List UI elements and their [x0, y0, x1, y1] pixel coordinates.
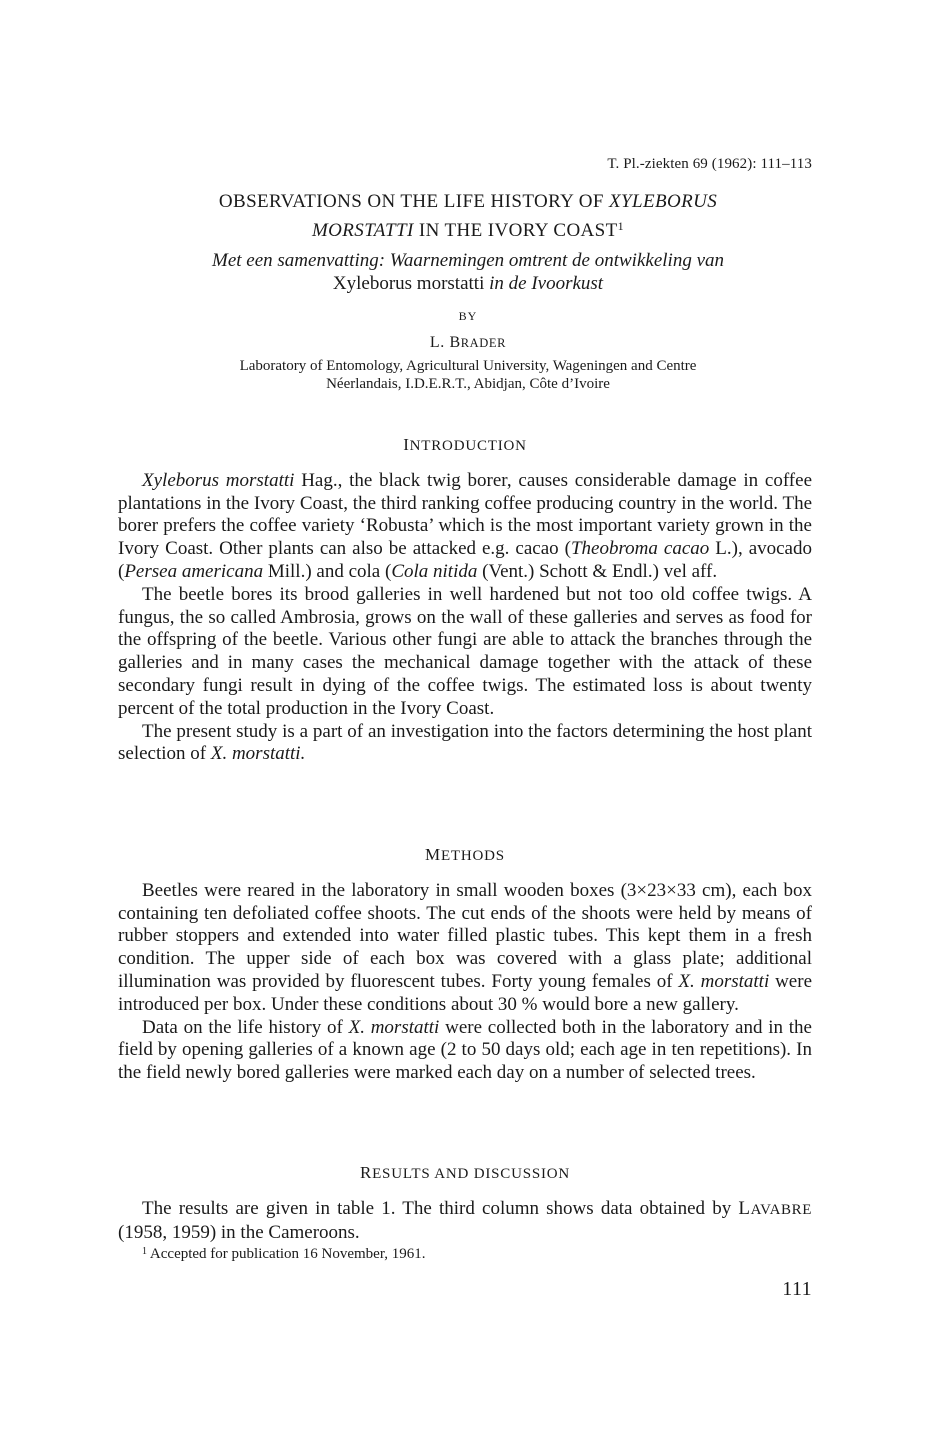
introduction-paragraph-3: The present study is a part of an investigation into the factors determining the host plant selection of X. morstatti. [118, 720, 812, 765]
paper-subtitle: Met een samenvatting: Waarnemingen omtrent de ontwikkeling van Xyleborus morstatti in de Ivoorkust [212, 250, 724, 294]
introduction-heading: INTRODUCTION [403, 435, 527, 454]
introduction-paragraph-1: Xyleborus morstatti Hag., the black twig borer, causes considerable damage in coffee plantations in the Ivory Coast, the third ranking coffee producing country in the world. The borer prefers the coffee variety ‘Robusta’ which is the most important variety grown in the Ivory Coast. Other plants can also be attacked e.g. cacao (Theobroma cacao L.), avocado (Persea americana Mill.) and cola (Cola nitida (Vent.) Schott & Endl.) vel aff. [118, 469, 812, 582]
results-paragraph-1: The results are given in table 1. The third column shows data obtained by LAVABRE (1958, 1959) in the Cameroons. [118, 1197, 812, 1243]
author-name: L. BRADER [429, 334, 507, 351]
footnote: $^1$ Accepted for publication 16 November, 1961. [142, 1246, 426, 1262]
cited-author: LAVABRE [738, 1197, 812, 1219]
results-section [118, 1162, 812, 1244]
introduction-paragraph-2: The beetle bores its brood galleries in well hardened but not too old coffee twigs. A fungus, the so called Ambrosia, grows on the wall of these galleries and serves as food for the offspring of the beetle. Various other fungi are able to attack the branches through the galleries and in many cases the mechanical damage together with the attack of these secondary fungi result in dying of the coffee twigs. The estimated loss is about twenty percent of the total production in the Ivory Coast. [118, 583, 812, 719]
page-number: 111 [782, 1278, 812, 1300]
methods-paragraph-1: Beetles were reared in the laboratory in small wooden boxes (3×23×33 cm), each box containing ten defoliated coffee shoots. The cut ends of the shoots were held by means of rubber stoppers and extended into water filled plastic tubes. This kept them in a fresh condition. The upper side of each box was covered with a glass plate; additional illumination was provided by fluorescent tubes. Forty young females of X. morstatti were introduced per box. Under these conditions about 30 % would bore a new gallery. [118, 879, 813, 1015]
methods-section [118, 844, 812, 1085]
introduction-section [118, 434, 812, 766]
title-block [118, 190, 818, 393]
author-affiliation: Laboratory of Entomology, Agricultural University, Wageningen and Centre Néerlandais, I.D.E.R.T., Abidjan, Côte d’Ivoire [239, 358, 697, 392]
methods-paragraph-2: Data on the life history of X. morstatti were collected both in the laboratory and in the field by opening galleries of a known age (2 to 50 days old; each age in ten repetitions). In the field newly bored galleries were marked each day on a number of selected trees. [118, 1016, 812, 1084]
methods-heading: METHODS [425, 845, 505, 864]
title-footnote-mark: 1 [617, 219, 625, 233]
journal-reference: T. Pl.-ziekten 69 (1962): 111–113 [607, 156, 812, 172]
by-line: BY [458, 309, 478, 323]
paper-title: OBSERVATIONS ON THE LIFE HISTORY OF XYLEBORUS MORSTATTI IN THE IVORY COAST$^1$ [218, 191, 718, 241]
results-heading: RESULTS AND DISCUSSION [359, 1163, 571, 1182]
